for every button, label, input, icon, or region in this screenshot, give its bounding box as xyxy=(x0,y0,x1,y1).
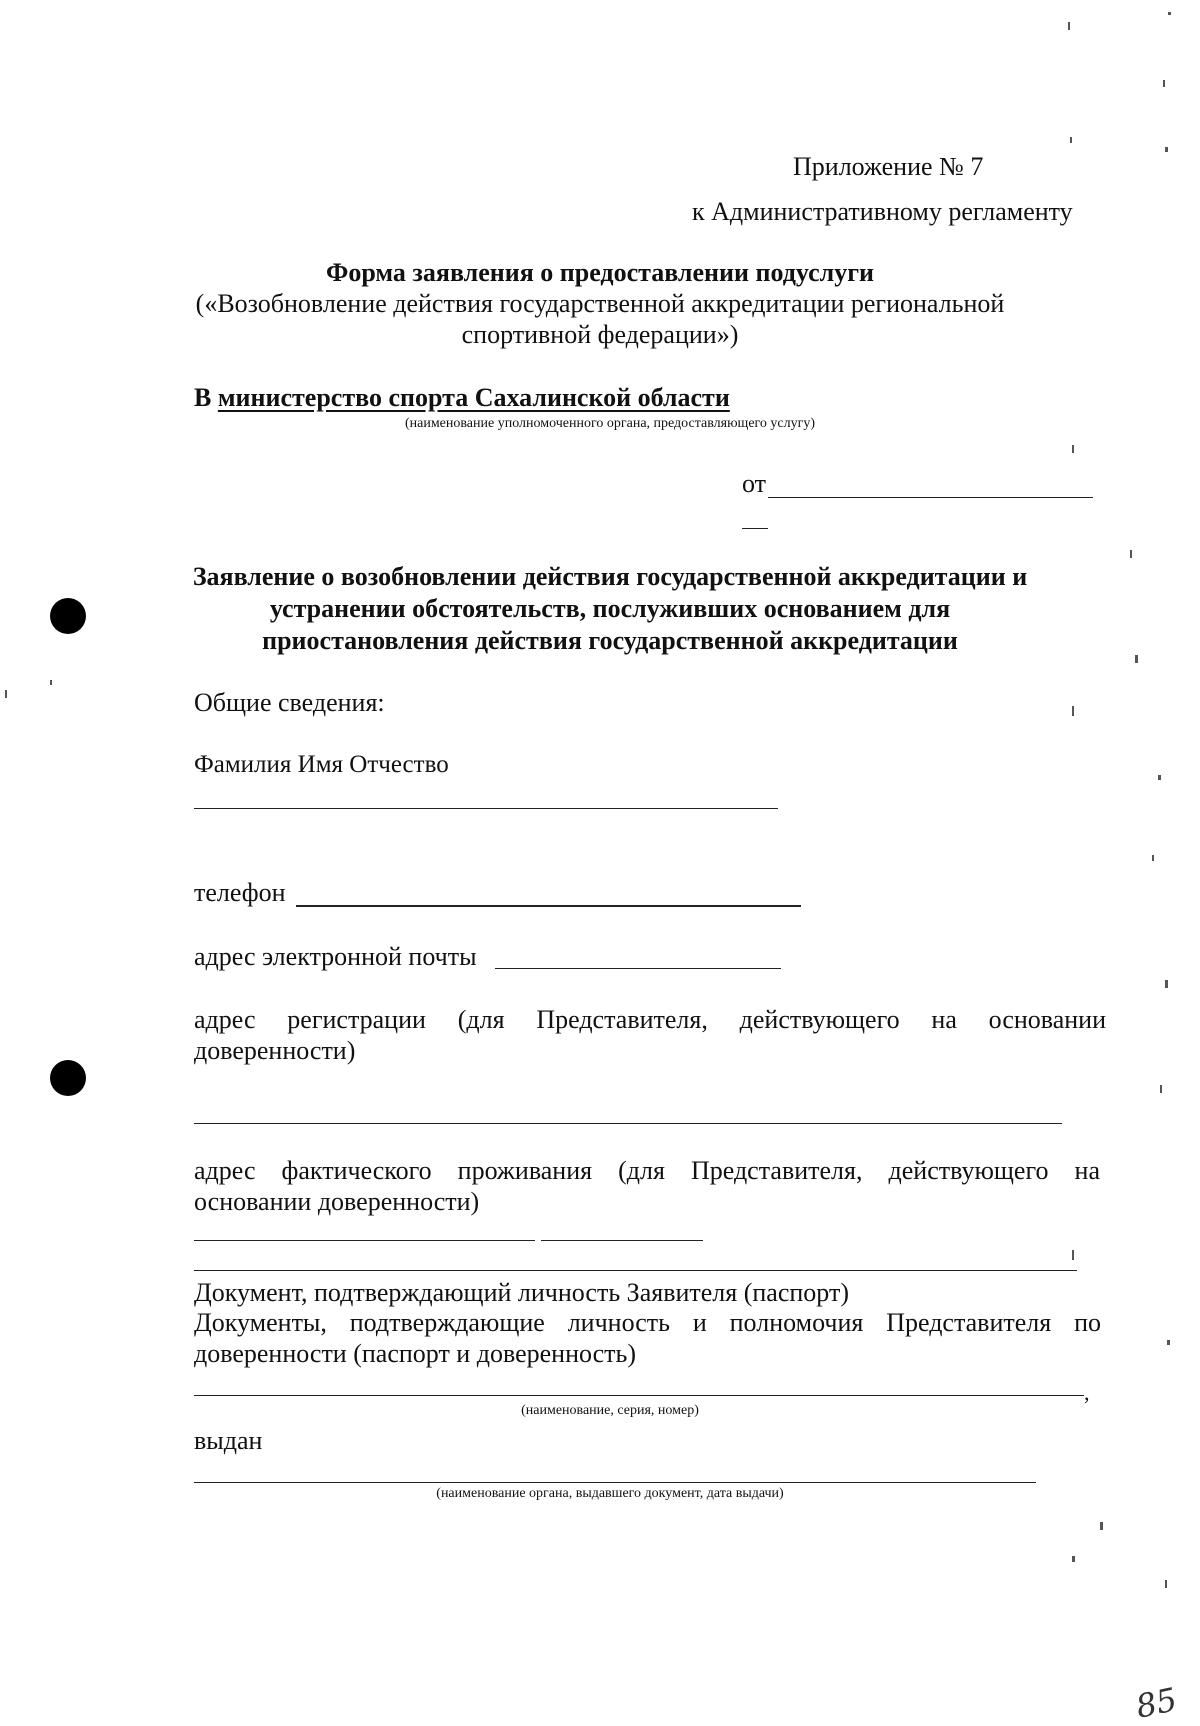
recipient-line xyxy=(194,383,730,413)
from-field[interactable] xyxy=(768,497,1093,498)
handwritten-page-number: 85 xyxy=(1132,1680,1181,1726)
issuer-caption: (наименование органа, выдавшего документ, дата выдачи) xyxy=(436,1486,784,1501)
scan-speck xyxy=(1135,655,1138,663)
scan-speck xyxy=(1165,147,1168,152)
from-field-extra[interactable] xyxy=(742,528,768,529)
scan-speck xyxy=(1167,1340,1170,1345)
scan-speck xyxy=(1072,1250,1074,1260)
statement-title-line2: устранении обстоятельств, послуживших основанием для xyxy=(269,594,951,623)
scan-speck xyxy=(1163,80,1165,87)
scan-speck xyxy=(1160,1085,1162,1093)
representative-docs-label-cont: доверенности (паспорт и доверенность) xyxy=(194,1339,637,1368)
phone-label: телефон xyxy=(194,878,286,907)
general-info-label: Общие сведения: xyxy=(194,688,385,717)
scan-speck xyxy=(1068,22,1070,30)
registration-address-field[interactable] xyxy=(194,1123,1062,1124)
scan-speck xyxy=(5,690,7,698)
regulation-reference: к Административному регламенту xyxy=(692,197,1073,226)
phone-field[interactable] xyxy=(296,905,801,907)
email-field[interactable] xyxy=(495,968,781,969)
scan-speck xyxy=(1165,980,1168,988)
statement-title-line1: Заявление о возобновлении действия государственной аккредитации и xyxy=(192,562,1028,591)
registration-address-label-cont: доверенности) xyxy=(194,1036,356,1065)
representative-docs-label: Документы, подтверждающие личность и полномочия Представителя по xyxy=(194,1308,1101,1337)
recipient-caption: (наименование уполномоченного органа, предоставляющего услугу) xyxy=(404,416,816,431)
actual-address-field-b[interactable] xyxy=(541,1240,703,1241)
full-name-label: Фамилия Имя Отчество xyxy=(194,751,449,778)
identity-doc-label: Документ, подтверждающий личность Заявителя (паспорт) xyxy=(194,1278,849,1307)
actual-address-label-cont: основании доверенности) xyxy=(194,1187,480,1216)
document-details-field[interactable] xyxy=(194,1395,1084,1396)
scan-speck xyxy=(1072,1556,1075,1562)
recipient-ministry: министерство спорта Сахалинской области xyxy=(217,383,730,412)
issuer-field[interactable] xyxy=(194,1482,1036,1483)
issued-label: выдан xyxy=(194,1426,263,1455)
form-subtitle-line2: спортивной федерации») xyxy=(461,320,739,349)
scan-speck xyxy=(1070,137,1072,143)
actual-address-label: адрес фактического проживания (для Представителя, действующего на xyxy=(194,1156,1100,1185)
appendix-number: Приложение № 7 xyxy=(793,152,984,181)
actual-address-field-c[interactable] xyxy=(194,1270,1077,1271)
email-label: адрес электронной почты xyxy=(194,942,477,971)
form-title: Форма заявления о предоставлении подуслуги xyxy=(326,258,874,287)
scan-speck xyxy=(1100,1522,1103,1530)
scan-speck xyxy=(1168,12,1171,15)
punch-hole-bottom xyxy=(50,1060,86,1096)
full-name-field[interactable] xyxy=(194,808,778,809)
comma-mark: , xyxy=(1084,1380,1090,1405)
scan-speck xyxy=(1072,706,1074,716)
scan-speck xyxy=(1130,550,1132,558)
form-subtitle-line1: («Возобновление действия государственной аккредитации региональной xyxy=(195,289,1005,318)
scan-speck xyxy=(1165,1580,1167,1588)
recipient-prefix: В xyxy=(194,383,212,412)
document-details-caption: (наименование, серия, номер) xyxy=(521,1403,699,1418)
scan-speck xyxy=(50,680,52,685)
actual-address-field-a[interactable] xyxy=(194,1240,535,1241)
scan-speck xyxy=(1072,445,1074,453)
from-label: от xyxy=(742,469,767,498)
registration-address-label: адрес регистрации (для Представителя, действующего на основании xyxy=(194,1005,1106,1034)
scan-speck xyxy=(1152,855,1154,861)
scan-speck xyxy=(1158,775,1161,780)
statement-title-line3: приостановления действия государственной аккредитации xyxy=(262,626,958,655)
